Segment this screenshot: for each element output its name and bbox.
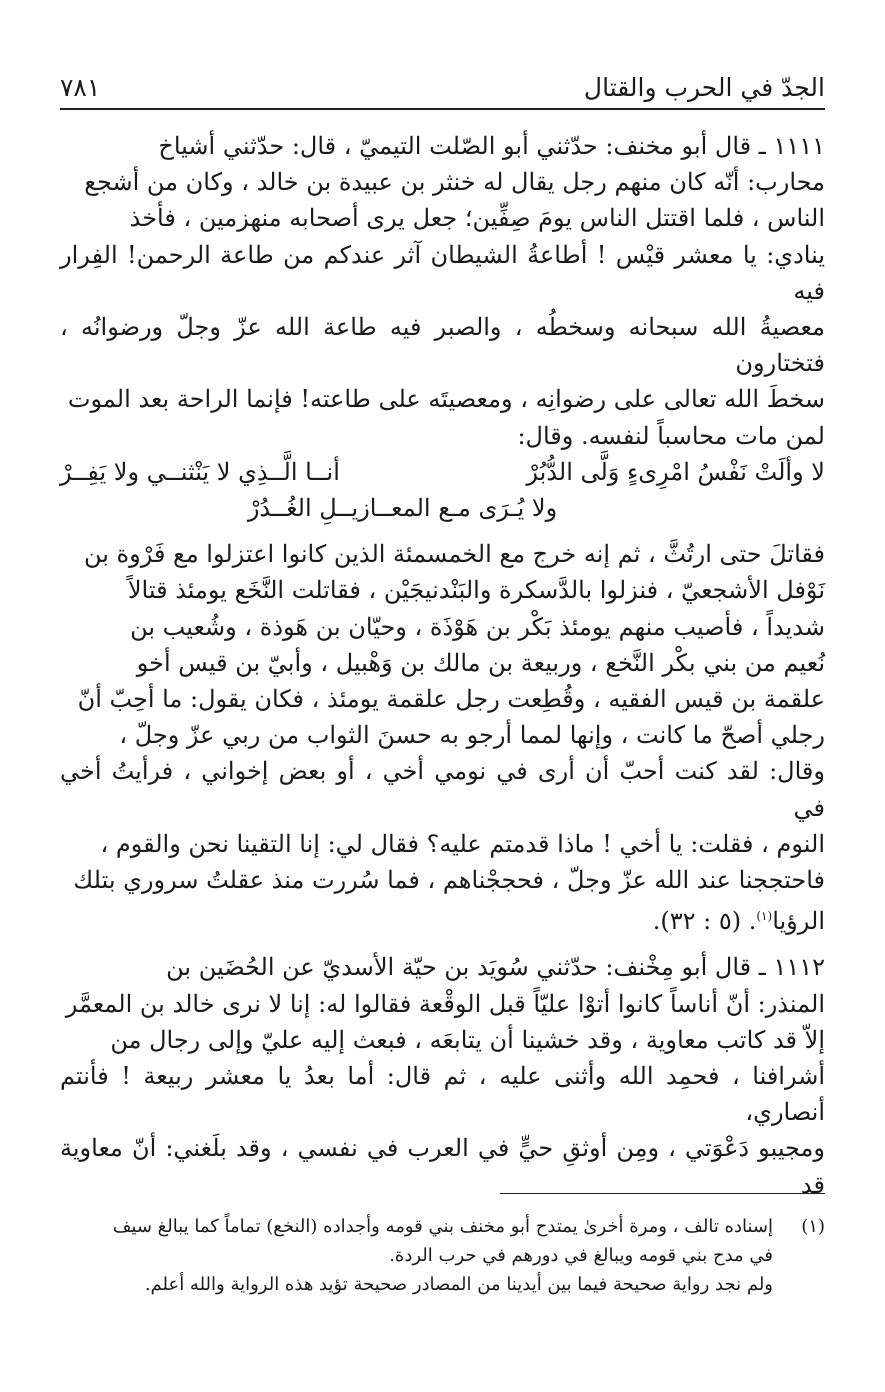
main-text [60,128,825,1203]
paragraph-1111-continued [60,536,825,939]
running-title: الجدّ في الحرب والقتال [583,73,825,102]
text-line: فاحتججنا عند الله عزّ وجلّ ، فحججْناهم ، فما سُررت منذ عقلتُ سروري بتلك [73,866,825,895]
footnote-line: ولم نجد رواية صحيحة فيما بين أيدينا من المصادر صحيحة تؤيد هذه الرواية والله أعلم. [144,1274,773,1295]
footnote-line: في مدح بني قومه ويبالغ في دورهم في حرب الردة. [389,1245,773,1266]
footnote-ref[interactable]: (١) [756,909,773,924]
text-line: ومجيبو دَعْوَتي ، ومِن أوثقِ حيٍّ في العرب في نفسي ، وقد بلَغني: أنّ معاوية قد [60,1134,825,1199]
poem-line [60,490,825,526]
text-line: وقال: لقد كنت أحبّ أن أرى في نومي أخي ، أو بعض إخواني ، فرأيتُ أخي في [60,757,825,822]
page-number: ٧٨١ [60,73,101,102]
text-line: سخطَ الله تعالى على رضوانِه ، ومعصيتَه على طاعته! فإنما الراحة بعد الموت [67,385,825,414]
footnote-text: إسناده تالف ، ومرة أخرىٰ يمتدح أبو مخنف بني قومه وأجداده (النخع) تماماً كما يبالغ سيف [112,1216,773,1237]
text-line: لمن مات محاسباً لنفسه. وقال: [517,421,825,450]
poem-hemistich: أنــا الَّــذِي لا يَنْثنــي ولا يَفِــرْ [60,457,340,486]
text-line: ينادي: يا معشر قيْس ! أطاعةُ الشيطان آثر عندكم من طاعة الرحمن! الفِرار فيه [60,240,825,305]
text-fragment: الرؤيا [772,907,825,936]
text-line: ١١١١ ـ قال أبو مخنف: حدّثني أبو الصّلت التيميّ ، قال: حدّثني أشياخ [158,132,825,160]
text-line: المنذر: أنّ أناساً كانوا أتوْا عليّاً قبل الوقْعة فقالوا له: إنا لا نرى خالد بن المعمَّر [65,989,825,1018]
text-line: معصيةُ الله سبحانه وسخطُه ، والصبر فيه طاعة الله عزّ وجلّ ورضوانُه ، فتختارون [60,313,825,378]
text-line: رجلي أصحّ ما كانت ، وإنها لمما أرجو به حسنَ الثواب من ربي عزّ وجلّ ، [119,721,825,750]
text-line: ١١١٢ ـ قال أبو مِخْنف: حدّثني سُويَد بن حيّة الأسديّ عن الحُضَين بن [166,953,825,982]
paragraph-1112 [60,949,825,1202]
poem-hemistich: ولا يُـرَى مـع المعــازيــلِ الغُــدُرْ [247,494,558,523]
text-line: نُعيم من بني بكْر النَّخع ، وربيعة بن مالك بن وَهْبيل ، وأبيّ بن قيس أخو [136,648,825,677]
page-header [60,62,825,102]
text-line: محارب: أنّه كان منهم رجل يقال له خنثر بن عبيدة بن خالد ، وكان من أشجع [84,168,825,197]
poem-hemistich: لا وألَتْ نَفْسُ امْرِىءٍ وَلَّى الدُّبُرْ [526,457,825,486]
text-line: النوم ، فقلت: يا أخي ! ماذا قدمتم عليه؟ فقال لي: إنا التقينا نحن والقوم ، [100,829,825,858]
footnote-rule [500,1193,825,1194]
text-line: شديداً ، فأصيب منهم يومئذ بَكْر بن هَوْذَة ، وحيّان بن هَوذة ، وشُعيب بن [130,612,825,641]
text-line: إلاّ قد كاتب معاوية ، وقد خشينا أن يتابعَه ، فبعث إليه عليّ وإلى رجال من [110,1025,825,1054]
footnote-number: (١) [801,1216,825,1237]
text-line: فقاتلَ حتى ارتُثَّ ، ثم إنه خرج مع الخمسمئة الذين كانوا اعتزلوا مع فَرْوة بن [83,540,825,569]
text-line: نَوْفل الأشجعيّ ، فنزلوا بالدَّسكرة والبَنْدنيجَيْن ، فقاتلت النَّخَع يومئذ قتالاً [127,576,825,605]
footnote-line [60,1212,825,1241]
poem-line [60,454,825,490]
citation: . (٥ : ٣٢). [652,907,757,936]
text-line: الناس ، فلما اقتتل الناس يومَ صِفِّين؛ جعل يرى أصحابه منهزمين ، فأخذ [129,204,825,233]
poem [60,454,825,526]
text-line [60,898,825,939]
paragraph-1111 [60,128,825,454]
header-rule [60,108,825,110]
text-line: علقمة بن قيس الفقيه ، وقُطِعت رجل علقمة يومئذ ، فكان يقول: ما أحِبّ أنّ [77,685,825,714]
footnotes [60,1212,825,1299]
text-line: أشرافنا ، فحمِد الله وأثنى عليه ، ثم قال: أما بعدُ يا معشر ربيعة ! فأنتم أنصاري، [60,1062,825,1127]
